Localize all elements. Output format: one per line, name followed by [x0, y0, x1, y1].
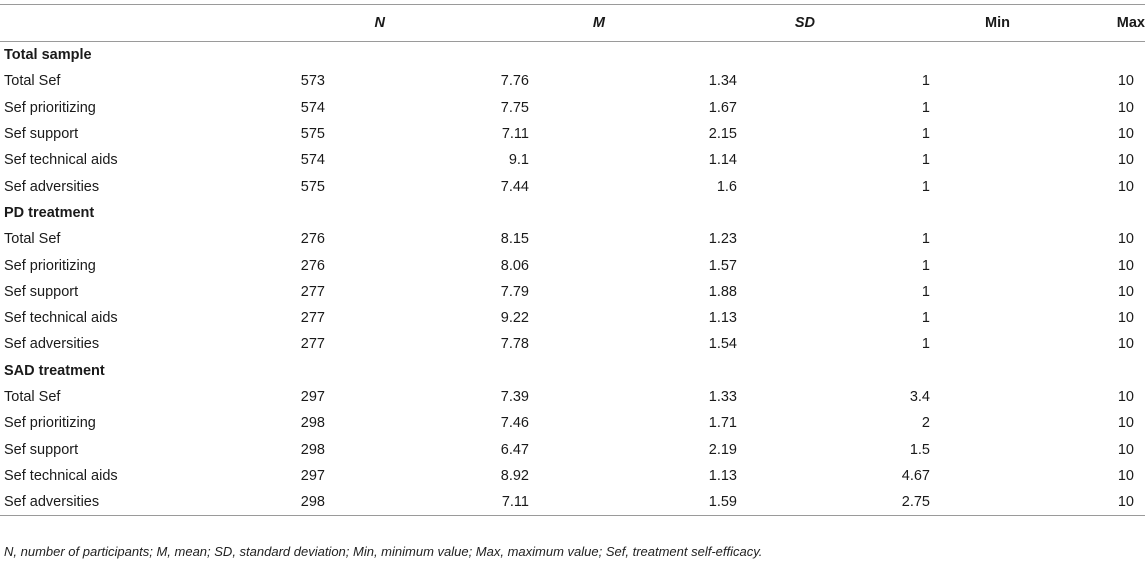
row-label: Sef technical aids: [4, 310, 118, 327]
cell-mean: 7.39: [500, 389, 529, 405]
cell-max: 10: [1117, 231, 1134, 248]
section-title: Total sample: [4, 47, 92, 64]
cell-min: 2: [921, 415, 930, 432]
cell-mean: 7.75: [500, 99, 529, 116]
table-row: [0, 173, 1145, 199]
row-label: Sef adversities: [4, 336, 100, 353]
cell-n: 575: [300, 126, 325, 143]
cell-max: 10: [1010, 489, 1145, 516]
row-label: Sef technical aids: [4, 152, 118, 169]
header-row: [0, 5, 1145, 42]
cell-min: 1: [921, 336, 930, 353]
cell-mean: 7.11: [385, 489, 605, 516]
row-label: Sef support: [4, 441, 79, 458]
cell-n: 575: [300, 178, 325, 195]
table-row: [0, 121, 1145, 147]
cell-min: 1: [921, 178, 930, 195]
cell-sd: 1.14: [708, 152, 737, 169]
table-row: [0, 95, 1145, 121]
row-label: Sef adversities: [4, 178, 100, 195]
cell-sd: 1.67: [708, 99, 737, 116]
cell-mean: 9.1: [508, 152, 529, 169]
cell-mean: 7.11: [501, 126, 529, 143]
table-row: [0, 436, 1145, 462]
cell-min: 2.75: [815, 489, 1010, 516]
table-row: [0, 489, 1145, 516]
table-row: [0, 226, 1145, 252]
cell-n: 573: [300, 73, 325, 90]
cell-mean: 7.46: [500, 415, 529, 432]
header-sd: SD: [605, 5, 815, 42]
section-title: PD treatment: [4, 204, 95, 221]
row-label: Sef support: [4, 283, 79, 300]
section-header-row: [0, 200, 1145, 226]
cell-max: 10: [1117, 257, 1134, 274]
cell-n: 298: [300, 415, 325, 432]
cell-max: 10: [1117, 178, 1134, 195]
cell-n: 277: [300, 283, 325, 300]
cell-n: 298: [300, 441, 325, 458]
cell-min: 1: [921, 310, 930, 327]
cell-min: 4.67: [901, 467, 930, 484]
section-title: SAD treatment: [4, 362, 105, 379]
cell-max: 10: [1117, 415, 1134, 432]
cell-sd: 1.59: [605, 489, 815, 516]
row-label: Total Sef: [4, 73, 61, 90]
section-header-row: [0, 358, 1145, 384]
cell-mean: 8.15: [500, 231, 529, 248]
cell-sd: 1.33: [708, 389, 737, 405]
cell-mean: 7.76: [500, 73, 529, 90]
table-header: [0, 5, 1145, 42]
cell-max: 10: [1117, 283, 1134, 300]
cell-max: 10: [1117, 441, 1134, 458]
cell-max: 10: [1117, 126, 1134, 143]
cell-sd: 1.6: [716, 178, 737, 195]
header-label: [0, 5, 225, 42]
cell-sd: 1.23: [708, 231, 737, 248]
cell-sd: 1.88: [708, 283, 737, 300]
row-label: Total Sef: [4, 389, 61, 405]
cell-min: 1: [921, 126, 930, 143]
cell-max: 10: [1117, 152, 1134, 169]
cell-min: 1: [921, 257, 930, 274]
cell-max: 10: [1117, 73, 1134, 90]
cell-sd: 2.15: [708, 126, 737, 143]
cell-sd: 1.71: [708, 415, 737, 432]
table-row: [0, 331, 1145, 357]
section-header-row: [0, 42, 1145, 69]
descriptive-statistics-table: [0, 4, 1145, 516]
cell-mean: 8.92: [500, 467, 529, 484]
table-row: [0, 252, 1145, 278]
row-label: Sef prioritizing: [4, 257, 96, 274]
cell-min: 1: [921, 99, 930, 116]
cell-mean: 7.44: [500, 178, 529, 195]
cell-sd: 2.19: [708, 441, 737, 458]
table-row: [0, 463, 1145, 489]
cell-min: 3.4: [909, 389, 930, 405]
cell-n: 276: [300, 231, 325, 248]
table-row: [0, 410, 1145, 436]
cell-max: 10: [1117, 336, 1134, 353]
cell-mean: 8.06: [500, 257, 529, 274]
cell-mean: 9.22: [500, 310, 529, 327]
cell-n: 276: [300, 257, 325, 274]
cell-max: 10: [1117, 467, 1134, 484]
cell-sd: 1.13: [708, 310, 737, 327]
header-max: Max: [1010, 5, 1145, 42]
cell-sd: 1.54: [708, 336, 737, 353]
cell-sd: 1.57: [708, 257, 737, 274]
row-label: Sef prioritizing: [4, 415, 96, 432]
cell-n: 277: [300, 336, 325, 353]
cell-n: 574: [300, 152, 325, 169]
row-label: Sef support: [4, 126, 79, 143]
cell-n: 277: [300, 310, 325, 327]
cell-min: 1.5: [909, 441, 930, 458]
cell-max: 10: [1117, 99, 1134, 116]
header-n: N: [225, 5, 385, 42]
cell-n: 297: [300, 467, 325, 484]
table-body: [0, 42, 1145, 516]
cell-n: 298: [225, 489, 385, 516]
cell-max: 10: [1117, 310, 1134, 327]
cell-max: 10: [1117, 389, 1134, 405]
cell-mean: 6.47: [500, 441, 529, 458]
cell-min: 1: [921, 73, 930, 90]
table-row: [0, 68, 1145, 94]
cell-min: 1: [921, 152, 930, 169]
cell-mean: 7.79: [500, 283, 529, 300]
table-footnote: N, number of participants; M, mean; SD, standard deviation; Min, minimum value; Max, maximum value; Sef, treatment self-efficacy.: [4, 544, 763, 559]
table-row: [0, 279, 1145, 305]
cell-min: 1: [921, 283, 930, 300]
cell-mean: 7.78: [500, 336, 529, 353]
row-label: Sef technical aids: [4, 467, 118, 484]
cell-n: 297: [300, 389, 325, 405]
cell-n: 574: [300, 99, 325, 116]
row-label: Sef prioritizing: [4, 99, 96, 116]
table-row: [0, 384, 1145, 410]
header-m: M: [385, 5, 605, 42]
table-row: [0, 147, 1145, 173]
cell-sd: 1.13: [708, 467, 737, 484]
header-min: Min: [815, 5, 1010, 42]
cell-min: 1: [921, 231, 930, 248]
row-label: Total Sef: [4, 231, 61, 248]
row-label: Sef adversities: [0, 489, 225, 516]
table-row: [0, 305, 1145, 331]
cell-sd: 1.34: [708, 73, 737, 90]
